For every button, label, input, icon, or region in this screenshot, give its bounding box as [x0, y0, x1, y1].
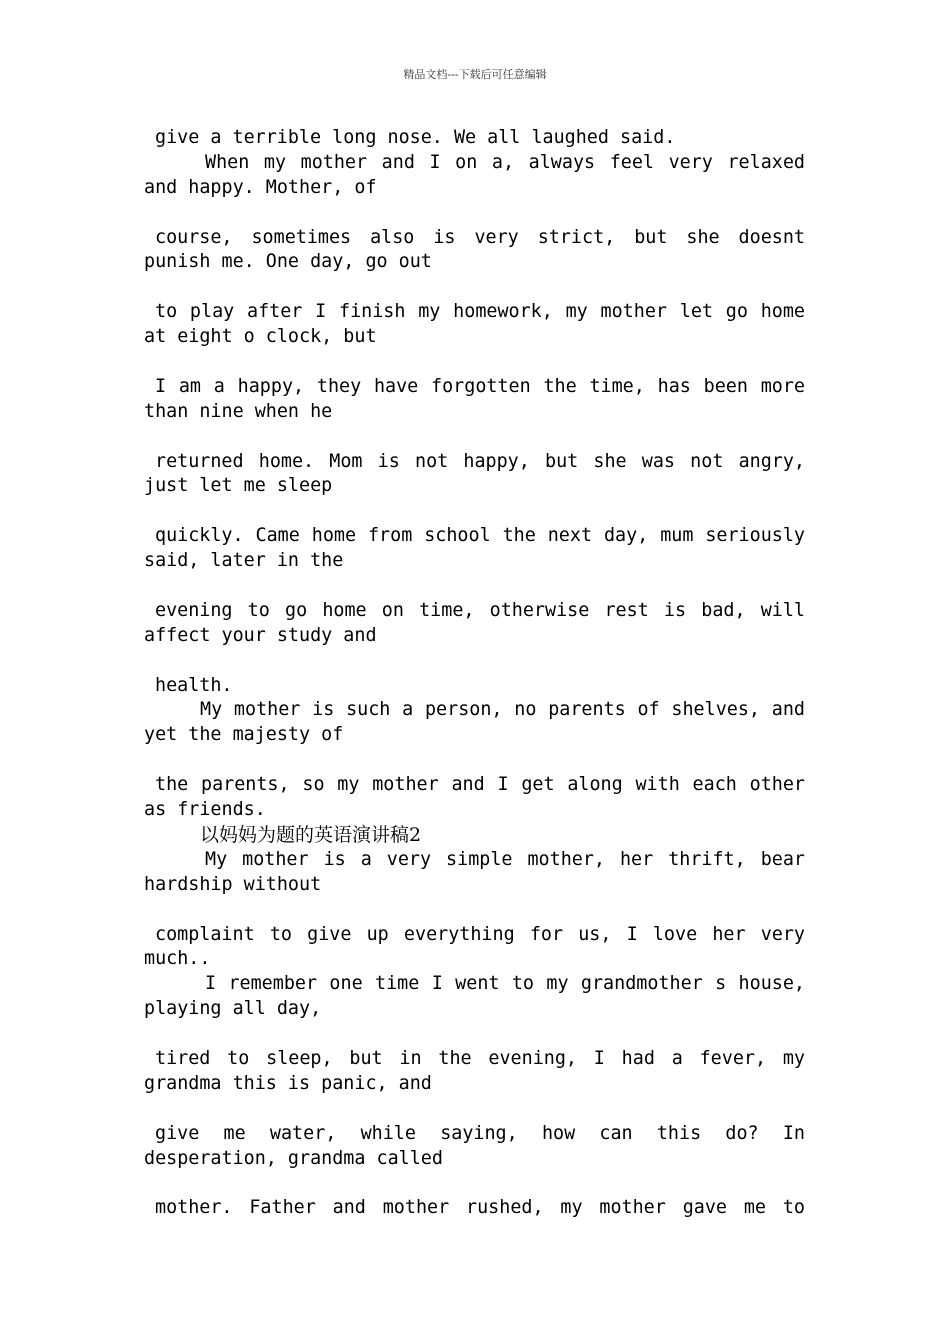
- text-line: desperation, grandma called: [144, 1147, 443, 1169]
- page-header: 精品文档---下载后可任意编辑: [403, 68, 547, 81]
- text-line: the parents, so my mother and I get along with each other: [155, 774, 805, 796]
- line-gap: [144, 275, 805, 300]
- line-gap: [144, 898, 805, 923]
- text-line: than nine when he: [144, 400, 333, 422]
- text-line: mother. Father and mother rushed, my mother gave me to: [155, 1197, 805, 1219]
- text-line: give a terrible long nose. We all laughed said.: [155, 127, 676, 148]
- text-line: health.: [155, 674, 233, 696]
- text-line: said, later in the: [144, 550, 344, 572]
- text-line: When my mother and I on a, always feel very relaxed: [205, 151, 805, 173]
- text-line: returned home. Mom is not happy, but she was not angry,: [155, 450, 805, 472]
- line-gap: [144, 1097, 805, 1122]
- text-line: tired to sleep, but in the evening, I had a fever, my: [155, 1047, 805, 1069]
- text-line: quickly. Came home from school the next day, mum seriously: [155, 525, 805, 547]
- text-line: as friends.: [144, 799, 266, 821]
- text-line: playing all day,: [144, 998, 322, 1020]
- line-gap: [144, 201, 805, 226]
- section-heading: 以妈妈为题的英语演讲稿2: [200, 823, 422, 846]
- text-line: I am a happy, they have forgotten the time, has been more: [155, 375, 805, 397]
- text-line: My mother is a very simple mother, her thrift, bear: [205, 848, 805, 870]
- text-line: My mother is such a person, no parents of shelves, and: [200, 699, 805, 721]
- text-line: just let me sleep: [144, 475, 333, 497]
- text-line: grandma this is panic, and: [144, 1072, 432, 1094]
- line-gap: [144, 1022, 805, 1047]
- line-gap: [144, 1171, 805, 1196]
- line-gap: [144, 350, 805, 375]
- line-gap: [144, 499, 805, 524]
- line-gap: [144, 649, 805, 674]
- text-line: hardship without: [144, 873, 322, 895]
- text-line: give me water, while saying, how can this do? In: [155, 1122, 805, 1144]
- line-gap: [144, 748, 805, 773]
- text-line: complaint to give up everything for us, I love her very: [155, 923, 805, 945]
- text-line: evening to go home on time, otherwise rest is bad, will: [155, 599, 805, 621]
- text-line: much..: [144, 948, 211, 970]
- text-line: and happy. Mother, of: [144, 176, 377, 198]
- document-body: [144, 126, 805, 1221]
- text-line: I remember one time I went to my grandmother s house,: [205, 973, 805, 995]
- line-gap: [144, 425, 805, 450]
- text-line: yet the majesty of: [144, 724, 344, 746]
- text-line: punish me. One day, go out: [144, 251, 432, 273]
- text-line: course, sometimes also is very strict, but she doesnt: [155, 226, 805, 248]
- text-line: at eight o clock, but: [144, 326, 377, 348]
- line-gap: [144, 574, 805, 599]
- text-line: affect your study and: [144, 624, 377, 646]
- text-line: to play after I finish my homework, my mother let go home: [155, 301, 805, 323]
